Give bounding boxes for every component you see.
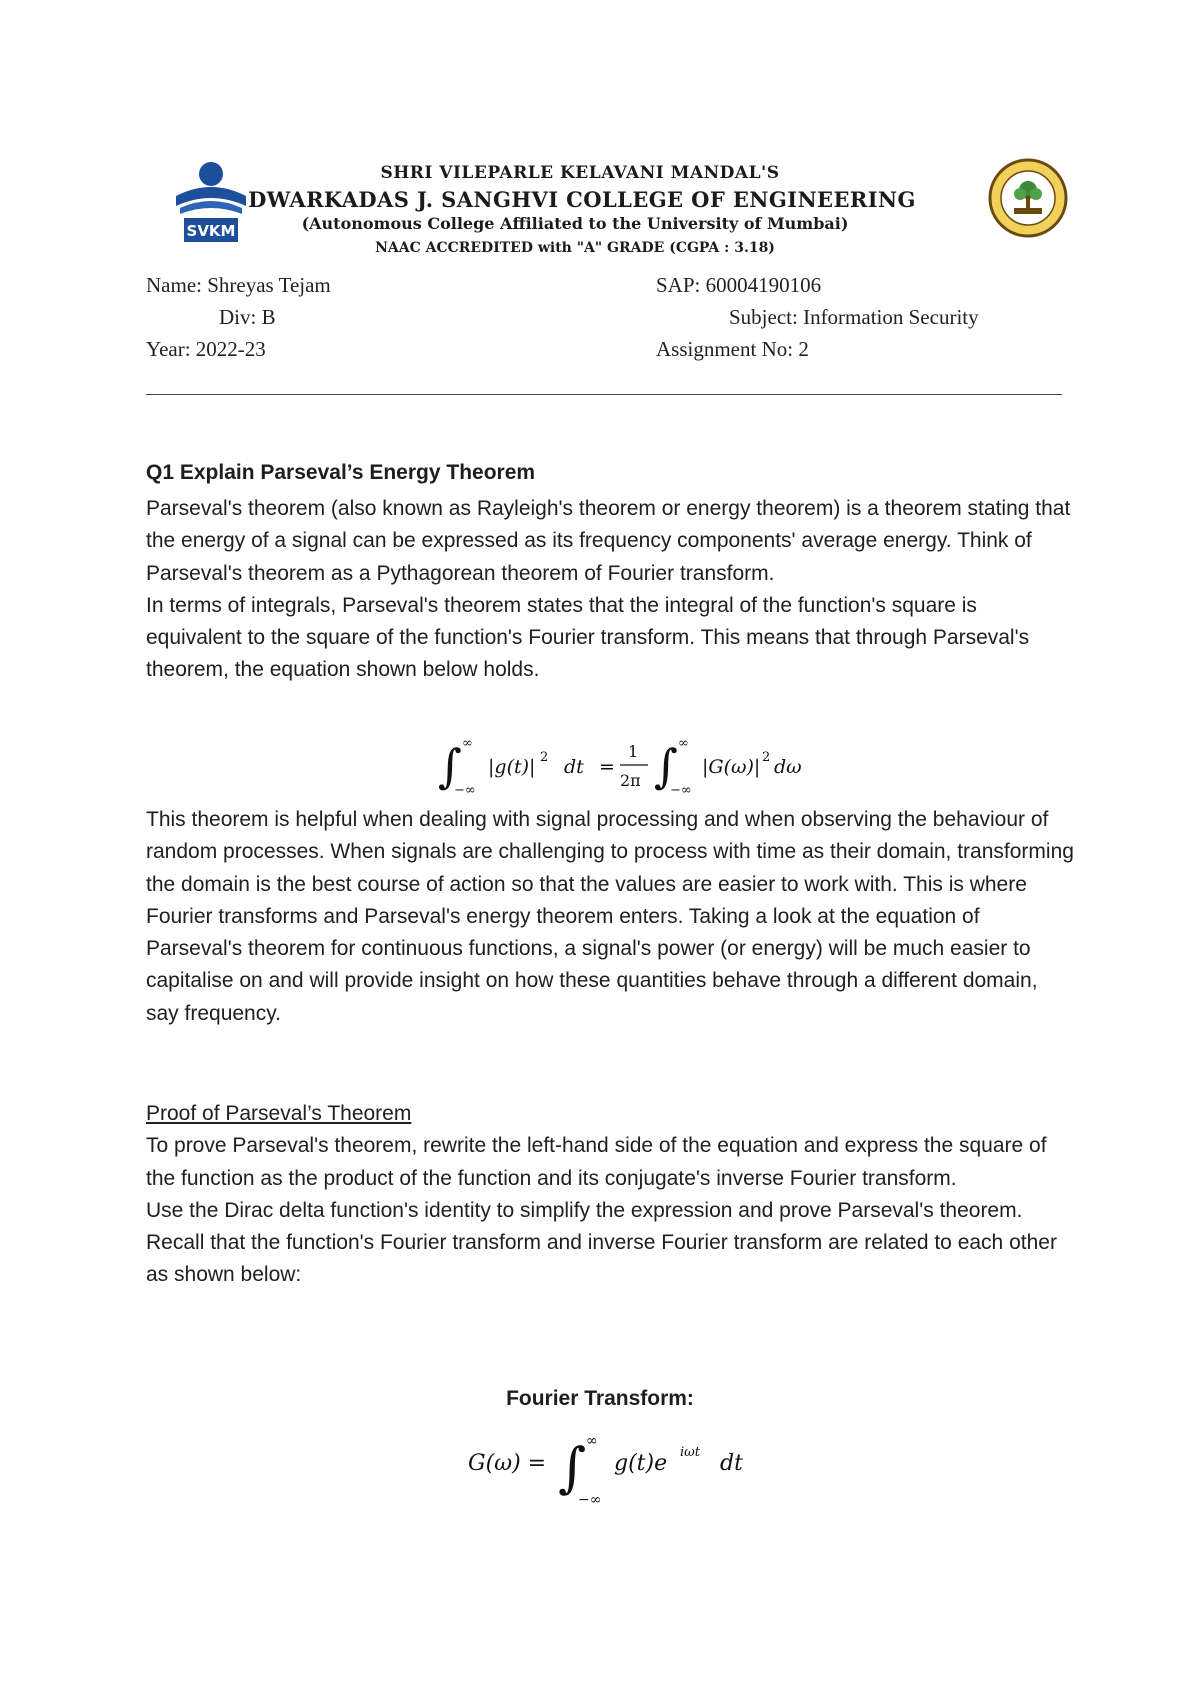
- header-divider: [146, 394, 1062, 395]
- rhs-integrand: |G(ω)|: [702, 756, 761, 778]
- fourier-transform-label: Fourier Transform:: [506, 1387, 694, 1410]
- proof-paragraph-3: Recall that the function's Fourier transform and inverse Fourier transform are related to each other as shown below:: [146, 1231, 1057, 1287]
- intro-text: [146, 493, 1076, 687]
- intro-paragraph-1: Parseval's theorem (also known as Rayleigh's theorem or energy theorem) is a theorem stating that the energy of a signal can be expressed as its frequency components' average energy. Think of Parseval's theorem as a Pythagorean theorem of Fourier transform.: [146, 497, 1071, 585]
- fourier-lhs: G(ω) =: [468, 1451, 547, 1476]
- fraction-denominator: 2π: [620, 771, 641, 790]
- college-name: DWARKADAS J. SANGHVI COLLEGE OF ENGINEERING: [248, 187, 916, 212]
- svkm-logo-text: SVKM: [186, 222, 236, 240]
- rhs-exponent: 2: [762, 750, 771, 765]
- assignment-number: Assignment No: 2: [656, 337, 809, 361]
- fourier-lower-limit: −∞: [578, 1492, 602, 1508]
- fourier-upper-limit: ∞: [586, 1433, 598, 1449]
- letterhead-accreditation: NAAC ACCREDITED with "A" GRADE (CGPA : 3.18): [375, 240, 775, 256]
- integral-sign-2: ∫: [654, 739, 678, 793]
- fourier-differential: dt: [720, 1451, 743, 1476]
- college-seal-logo: [984, 156, 1072, 240]
- student-sap: SAP: 60004190106: [656, 273, 822, 297]
- parseval-equation: [436, 730, 802, 801]
- fraction-numerator: 1: [628, 742, 639, 761]
- question-title: Q1 Explain Parseval’s Energy Theorem: [146, 461, 536, 484]
- usage-text: [146, 804, 1076, 1030]
- rhs-differential: dω: [774, 756, 802, 778]
- usage-paragraph: This theorem is helpful when dealing with signal processing and when observing the behaviour of random processes. When signals are challenging to process with time as their domain, transforming the domain is the best course of action so that the values are easier to work with. This is where Fourier transforms and Parseval's energy theorem enters. Taking a look at the equation of Parseval's theorem for continuous functions, a signal's power (or energy) will be much easier to capitalise on and will provide insight on how these quantities behave through a different domain, say frequency.: [146, 808, 1074, 1025]
- upper-limit-1: ∞: [462, 736, 473, 751]
- lhs-differential: dt: [564, 756, 584, 778]
- academic-year: Year: 2022-23: [146, 337, 266, 361]
- fourier-integrand: g(t)e: [614, 1451, 668, 1476]
- intro-paragraph-2: In terms of integrals, Parseval's theorem states that the integral of the function's square is equivalent to the square of the function's Fourier transform. This means that through Parseval's theorem, the equation shown below holds.: [146, 593, 1030, 682]
- proof-paragraph-2: Use the Dirac delta function's identity to simplify the expression and prove Parseval's theorem.: [146, 1198, 1023, 1222]
- letterhead-affiliation: (Autonomous College Affiliated to the University of Mumbai): [301, 214, 849, 233]
- proof-section: [146, 1098, 1076, 1292]
- integral-sign-1: ∫: [438, 739, 462, 793]
- fourier-equation: [466, 1428, 766, 1511]
- student-name: Name: Shreyas Tejam: [146, 273, 331, 297]
- fourier-integral-sign: ∫: [558, 1436, 587, 1499]
- lower-limit-2: −∞: [670, 783, 692, 798]
- letterhead-line-1: SHRI VILEPARLE KELAVANI MANDAL'S: [380, 163, 780, 183]
- fourier-exponent: iωt: [680, 1445, 700, 1460]
- lower-limit-1: −∞: [454, 783, 476, 798]
- lhs-exponent: 2: [540, 750, 549, 765]
- proof-heading: Proof of Parseval’s Theorem: [146, 1102, 412, 1125]
- student-division: Div: B: [219, 305, 276, 329]
- lhs-integrand: |g(t)|: [488, 756, 536, 778]
- upper-limit-2: ∞: [678, 736, 689, 751]
- subject: Subject: Information Security: [729, 305, 979, 329]
- proof-paragraph-1: To prove Parseval's theorem, rewrite the left-hand side of the equation and express the square of the function as the product of the function and its conjugate's inverse Fourier transform.: [146, 1134, 1047, 1190]
- equals-sign: =: [599, 756, 615, 778]
